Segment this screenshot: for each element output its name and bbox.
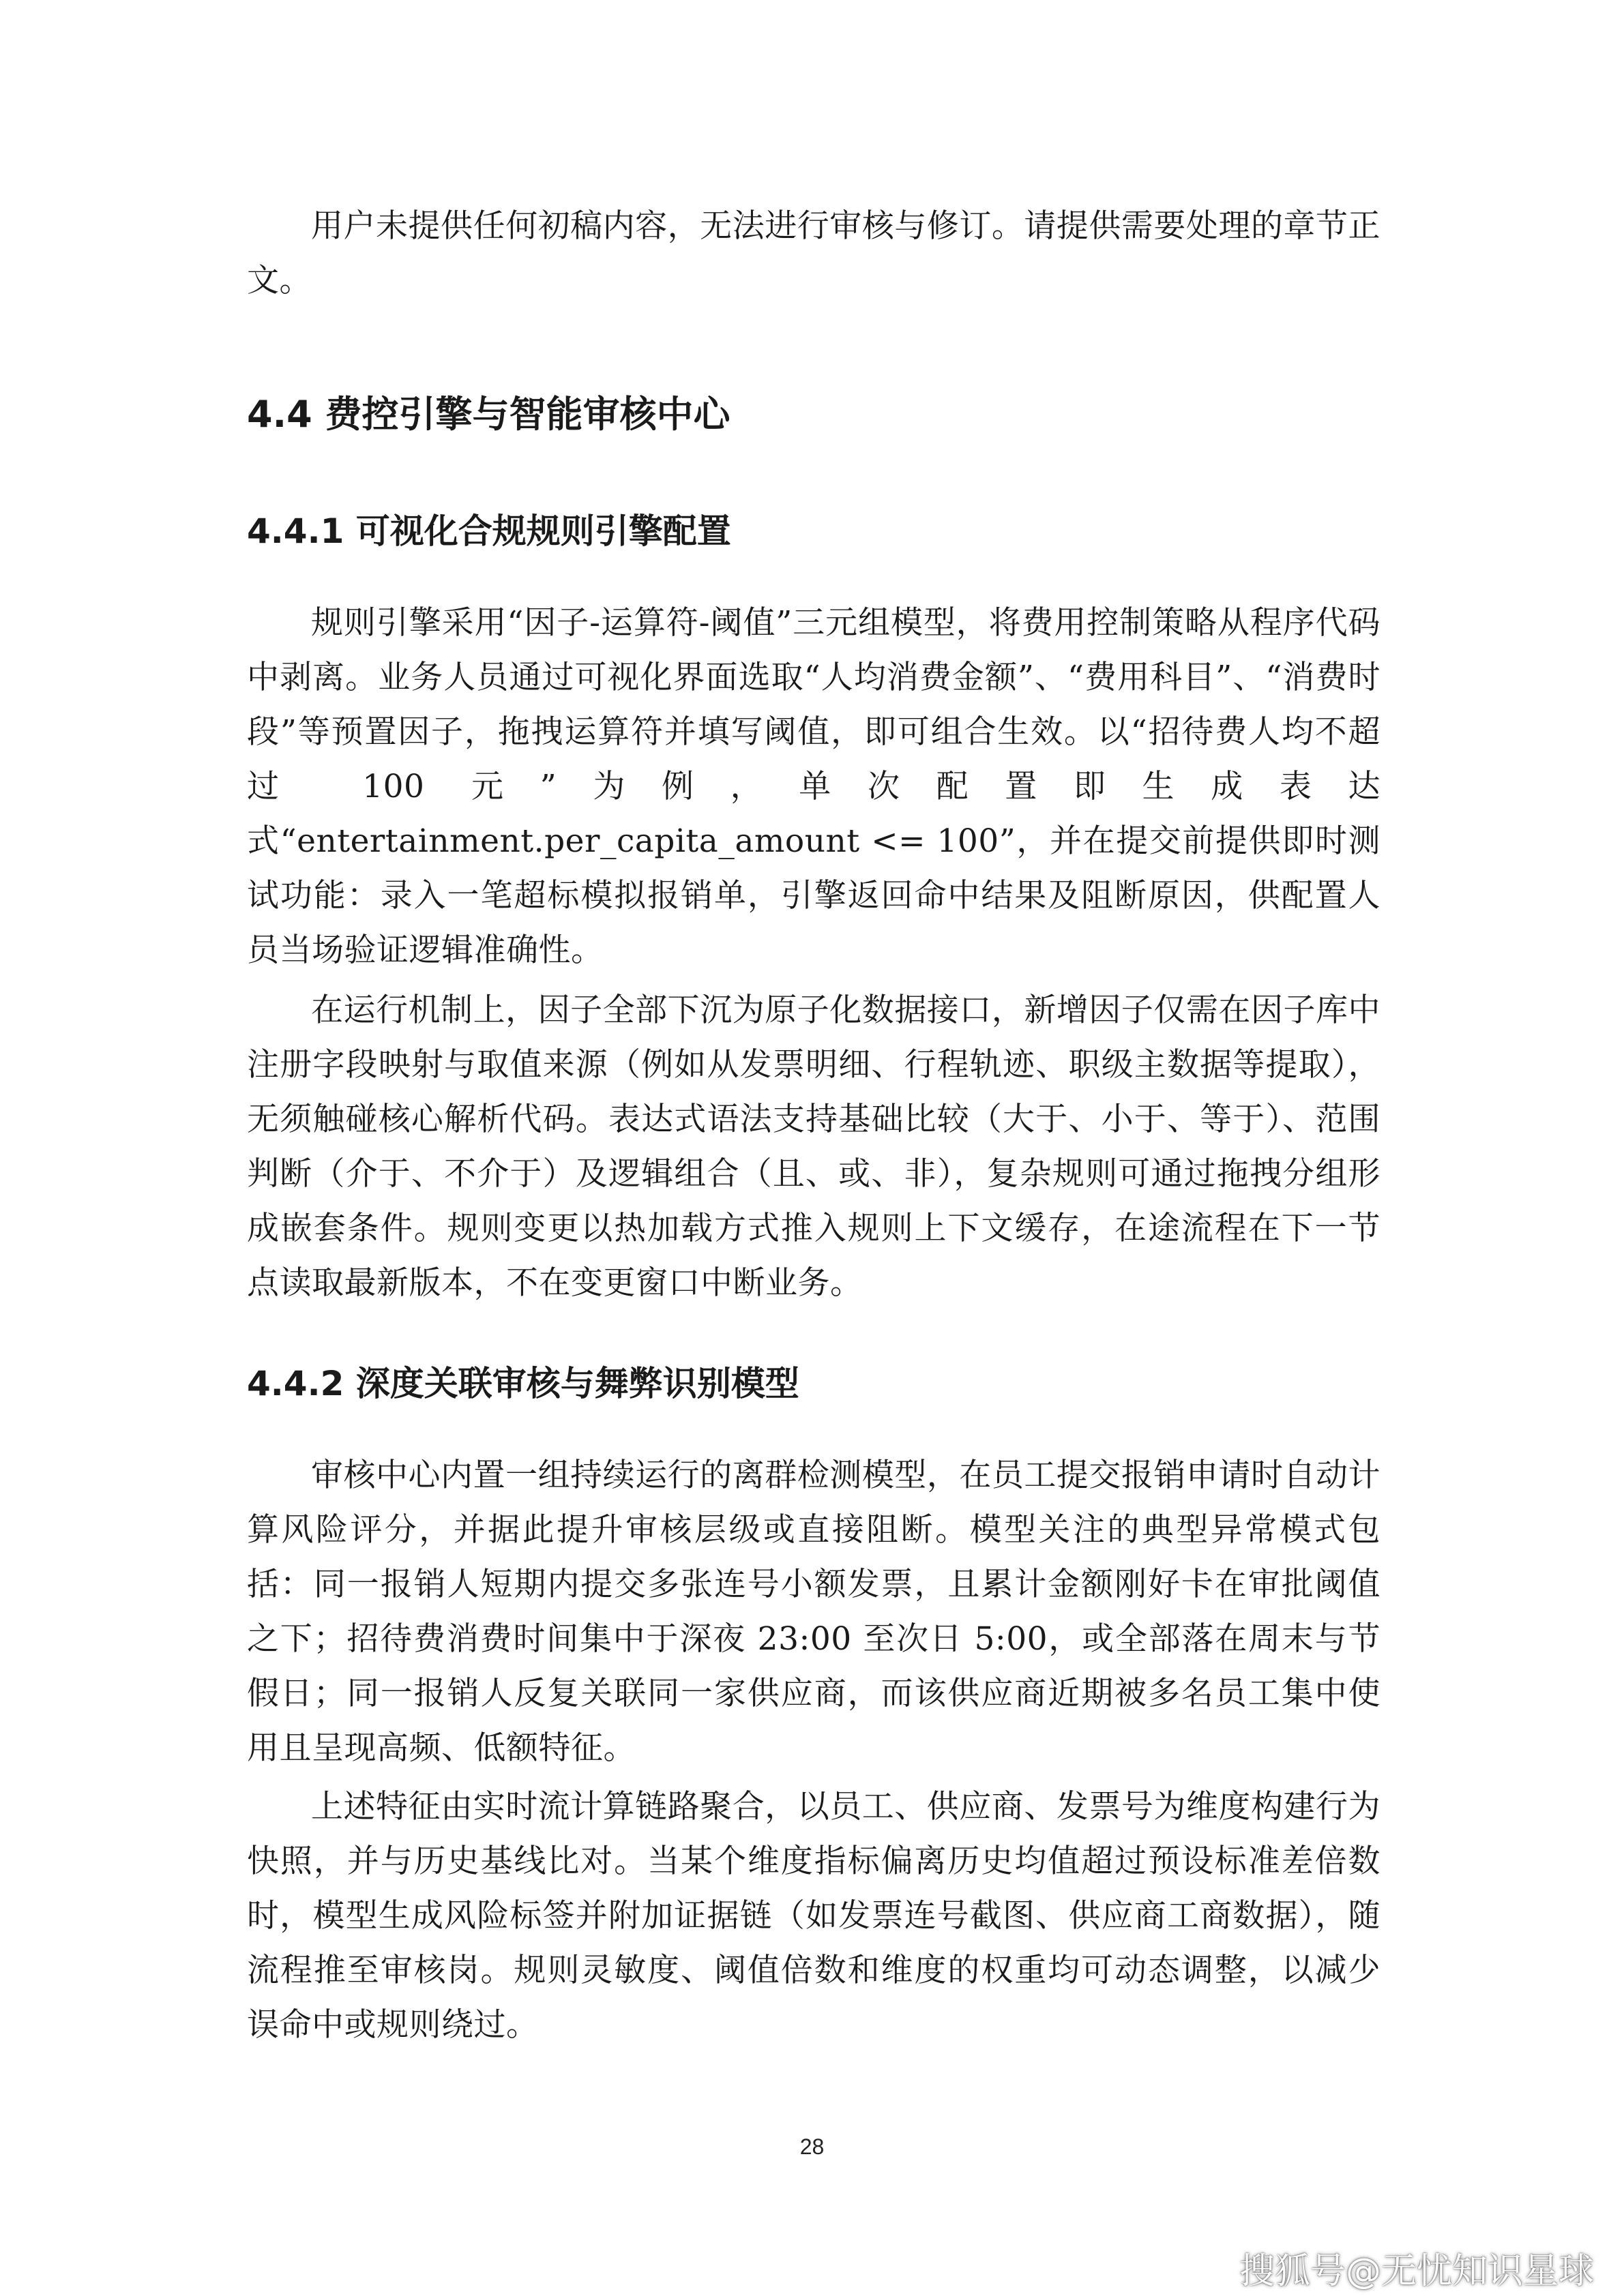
subsection-heading-1: 4.4.1 可视化合规规则引擎配置 bbox=[247, 511, 731, 551]
subsection-2-paragraph-1: 审核中心内置一组持续运行的离群检测模型，在员工提交报销申请时自动计算风险评分，并据此提升审核层级或直接阻断。模型关注的典型异常模式包括：同一报销人短期内提交多张连号小额发票，且累计金额刚好卡在审批阈值之下；招待费消费时间集中于深夜 23:00 至次日 5:00，或全部落在周末与节假日；同一报销人反复关联同一家供应商，而该供应商近期被多名员工集中使用且呈现高频、低额特征。 bbox=[247, 1457, 1381, 1767]
watermark: 搜狐号@无忧知识星球 bbox=[1239, 2251, 1594, 2292]
intro-paragraph: 用户未提供任何初稿内容，无法进行审核与修订。请提供需要处理的章节正文。 bbox=[247, 207, 1381, 299]
subsection-2-paragraph-2: 上述特征由实时流计算链路聚合，以员工、供应商、发票号为维度构建行为快照，并与历史基线比对。当某个维度指标偏离历史均值超过预设标准差倍数时，模型生成风险标签并附加证据链（如发票连号截图、供应商工商数据），随流程推至审核岗。规则灵敏度、阈值倍数和维度的权重均可动态调整，以减少误命中或规则绕过。 bbox=[247, 1788, 1381, 2044]
subsection-heading-2: 4.4.2 深度关联审核与舞弊识别模型 bbox=[247, 1364, 799, 1403]
page-number: 28 bbox=[799, 2134, 825, 2159]
subsection-1-paragraph-2: 在运行机制上，因子全部下沉为原子化数据接口，新增因子仅需在因子库中注册字段映射与取值来源（例如从发票明细、行程轨迹、职级主数据等提取），无须触碰核心解析代码。表达式语法支持基础比较（大于、小于、等于）、范围判断（介于、不介于）及逻辑组合（且、或、非），复杂规则可通过拖拽分组形成嵌套条件。规则变更以热加载方式推入规则上下文缓存，在途流程在下一节点读取最新版本，不在变更窗口中断业务。 bbox=[247, 992, 1381, 1302]
section-heading: 4.4 费控引擎与智能审核中心 bbox=[247, 393, 730, 436]
subsection-1-paragraph-1: 规则引擎采用“因子-运算符-阈值”三元组模型，将费用控制策略从程序代码中剥离。业务人员通过可视化界面选取“人均消费金额”、“费用科目”、“消费时段”等预置因子，拖拽运算符并填写阈值，即可组合生效。以“招待费人均不超过 100 元”为例，单次配置即生成表达式“entertainment.per_capita_amount <= 100”，并在提交前提供即时测试功能：录入一笔超标模拟报销单，引擎返回命中结果及阻断原因，供配置人员当场验证逻辑准确性。 bbox=[247, 604, 1381, 969]
